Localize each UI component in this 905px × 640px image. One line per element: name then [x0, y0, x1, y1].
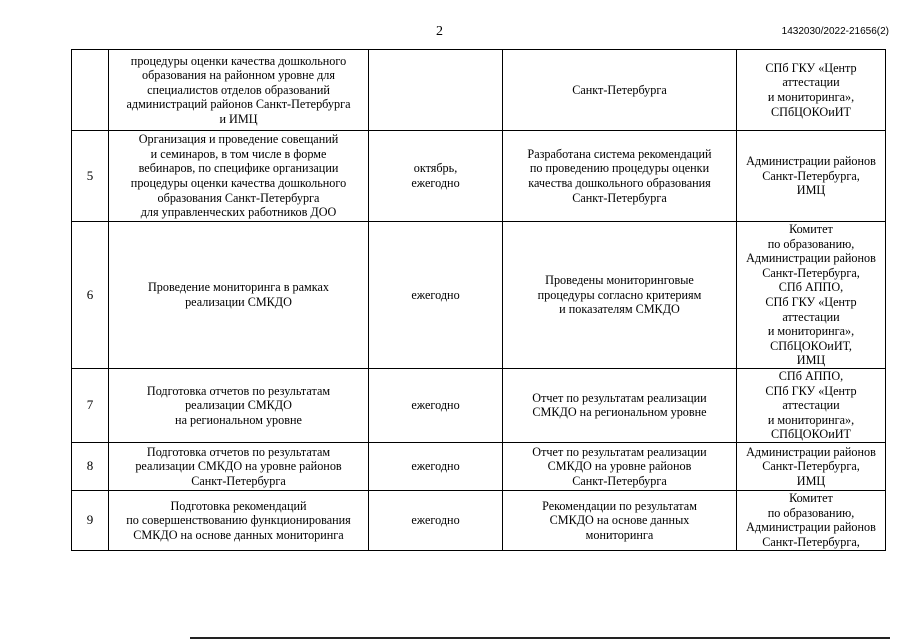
- activity-cell: Подготовка рекомендаций по совершенствованию функционирования СМКДО на основе данных мониторинга: [109, 490, 369, 550]
- row-number: 9: [72, 490, 109, 550]
- responsible-cell: СПб АППО, СПб ГКУ «Центр аттестации и мониторинга», СПбЦОКОиИТ: [737, 369, 886, 443]
- table-row: [72, 131, 886, 222]
- result-cell: Проведены мониторинговые процедуры согласно критериям и показателям СМКДО: [503, 222, 737, 369]
- result-cell: Санкт-Петербурга: [503, 50, 737, 131]
- result-cell: Рекомендации по результатам СМКДО на основе данных мониторинга: [503, 490, 737, 550]
- activity-cell: Организация и проведение совещаний и семинаров, в том числе в форме вебинаров, по специфике организации процедуры оценки качества дошкольного образования Санкт-Петербурга для управленческих работников ДОО: [109, 131, 369, 222]
- responsible-cell: Комитет по образованию, Администрации районов Санкт-Петербурга, СПб АППО, СПб ГКУ «Центр аттестации и мониторинга», СПбЦОКОиИТ, ИМЦ: [737, 222, 886, 369]
- table-row: [72, 222, 886, 369]
- term-cell: ежегодно: [369, 222, 503, 369]
- row-number: [72, 50, 109, 131]
- result-cell: Отчет по результатам реализации СМКДО на региональном уровне: [503, 369, 737, 443]
- table-row: [72, 490, 886, 550]
- row-number: 6: [72, 222, 109, 369]
- term-cell: ежегодно: [369, 369, 503, 443]
- result-cell: Отчет по результатам реализации СМКДО на уровне районов Санкт-Петербурга: [503, 442, 737, 490]
- activity-cell: Проведение мониторинга в рамках реализации СМКДО: [109, 222, 369, 369]
- document-id: 1432030/2022-21656(2): [781, 26, 889, 37]
- row-number: 8: [72, 442, 109, 490]
- row-number: 7: [72, 369, 109, 443]
- responsible-cell: Комитет по образованию, Администрации районов Санкт-Петербурга,: [737, 490, 886, 550]
- responsible-cell: СПб ГКУ «Центр аттестации и мониторинга», СПбЦОКОиИТ: [737, 50, 886, 131]
- term-cell: [369, 50, 503, 131]
- responsible-cell: Администрации районов Санкт-Петербурга, ИМЦ: [737, 131, 886, 222]
- term-cell: ежегодно: [369, 490, 503, 550]
- activity-cell: процедуры оценки качества дошкольного образования на районном уровне для специалистов отделов образований администраций районов Санкт-Петербурга и ИМЦ: [109, 50, 369, 131]
- page-number: 2: [436, 24, 443, 39]
- activity-cell: Подготовка отчетов по результатам реализации СМКДО на региональном уровне: [109, 369, 369, 443]
- term-cell: ежегодно: [369, 442, 503, 490]
- activity-cell: Подготовка отчетов по результатам реализации СМКДО на уровне районов Санкт-Петербурга: [109, 442, 369, 490]
- result-cell: Разработана система рекомендаций по проведению процедуры оценки качества дошкольного образования Санкт-Петербурга: [503, 131, 737, 222]
- activity-table: [71, 49, 886, 551]
- row-number: 5: [72, 131, 109, 222]
- bottom-divider: [190, 637, 890, 639]
- table-row: [72, 369, 886, 443]
- table-row: [72, 442, 886, 490]
- table-row: [72, 50, 886, 131]
- term-cell: октябрь, ежегодно: [369, 131, 503, 222]
- responsible-cell: Администрации районов Санкт-Петербурга, ИМЦ: [737, 442, 886, 490]
